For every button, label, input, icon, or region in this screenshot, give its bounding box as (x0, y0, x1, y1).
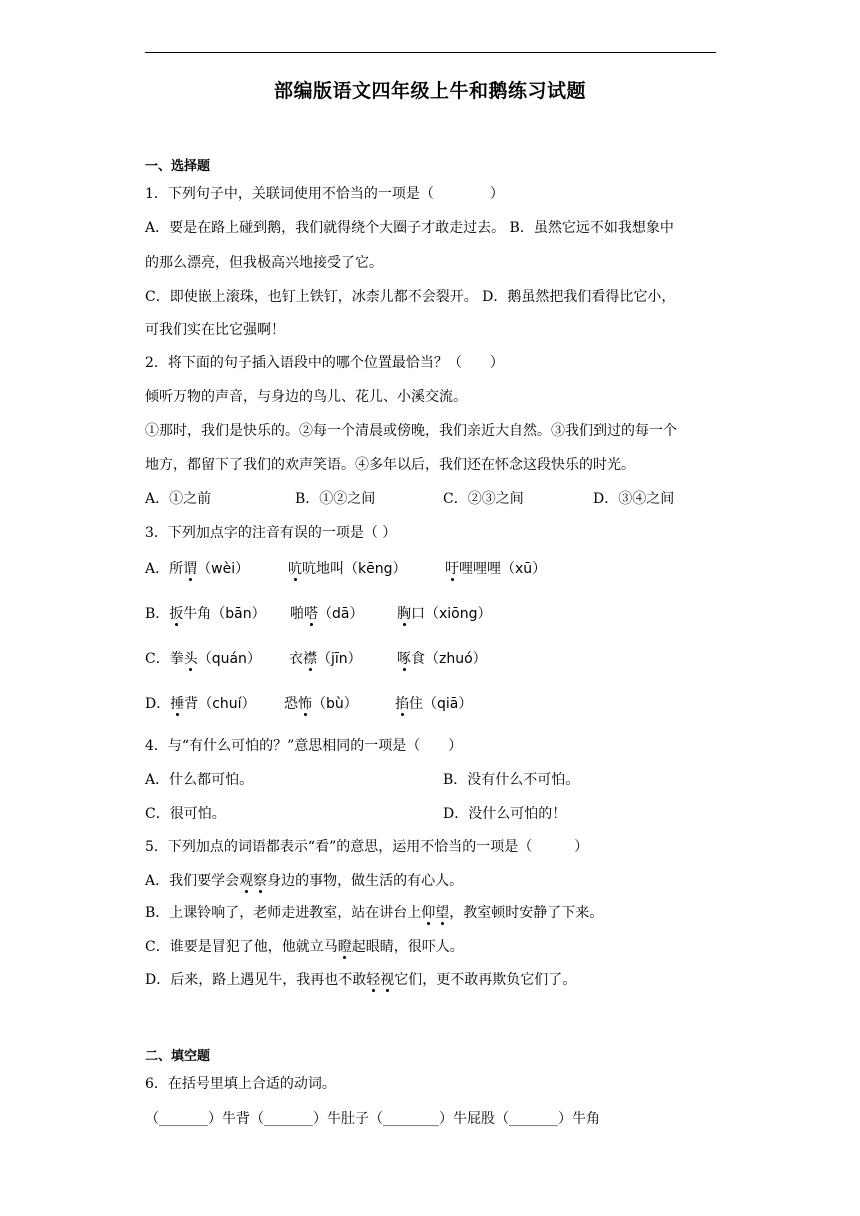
q2-passage-line: 地方，都留下了我们的欢声笑语。④多年以后，我们还在怀念这段快乐的时光。 (145, 457, 635, 473)
q3-c-word2: 衣襟（jīn） (289, 651, 362, 667)
q2-stem: 2．将下面的句子插入语段中的哪个位置最恰当？（ ） (145, 355, 504, 371)
q4-option-d: D．没什么可怕的！ (443, 806, 567, 822)
q3-c-word1: C．拳头（quán） (145, 651, 261, 667)
q4-stem: 4．与“有什么可怕的？”意思相同的一项是（ ） (145, 738, 463, 754)
q6-blanks-line: （_______）牛背（_______）牛肚子（________）牛屁股（_______）牛角 (145, 1111, 600, 1127)
q3-d-word1: D．捶背（chuí） (145, 696, 256, 712)
q4-option-b: B．没有什么不可怕。 (443, 772, 580, 788)
section-fill-heading: 二、填空题 (145, 1049, 211, 1064)
page-title: 部编版语文四年级上牛和鹅练习试题 (273, 80, 586, 102)
q5-stem: 5．下列加点的词语都表示“看”的意思，运用不恰当的一项是（ ） (145, 839, 589, 855)
q6-stem: 6．在括号里填上合适的动词。 (145, 1076, 336, 1092)
q2-option-c: C．②③之间 (443, 491, 524, 507)
q5-option-c: C．谁要是冒犯了他，他就立马瞪起眼睛，很吓人。 (145, 939, 464, 955)
header-rule (145, 52, 716, 53)
q3-b-word1: B．扳牛角（bān） (145, 606, 266, 622)
q2-option-b: B．①②之间 (295, 491, 376, 507)
q3-a-word3: 吁哩哩哩（xū） (445, 561, 547, 577)
q2-option-d: D．③④之间 (593, 491, 675, 507)
q3-d-word2: 恐怖（bù） (284, 696, 358, 712)
q3-a-word2: 吭吭地叫（kēng） (288, 561, 407, 577)
q1-option-line: C．即使嵌上滚珠，也钉上铁钉，冰柰儿都不会裂开。 D．鹅虽然把我们看得比它小， (145, 289, 676, 305)
q3-stem: 3．下列加点字的注音有误的一项是（ ） (145, 525, 397, 541)
q5-option-b: B．上课铃响了，老师走进教室，站在讲台上仰望，教室顿时安静了下来。 (145, 905, 604, 921)
q3-a-word1: A．所谓（wèi） (145, 561, 250, 577)
q5-option-d: D．后来，路上遇见牛，我再也不敢轻视它们，更不敢再欺负它们了。 (145, 972, 577, 988)
q3-b-word3: 胸口（xiōng） (397, 606, 492, 622)
q4-option-c: C．很可怕。 (145, 806, 226, 822)
q3-c-word3: 啄食（zhuó） (397, 651, 487, 667)
q1-option-line: A．要是在路上碰到鹅，我们就得绕个大圈子才敢走过去。 B．虽然它远不如我想象中 (145, 220, 674, 236)
q2-insert-sentence: 倾听万物的声音，与身边的鸟儿、花儿、小溪交流。 (145, 389, 467, 405)
q2-option-a: A．①之前 (145, 491, 212, 507)
q1-option-line: 的那么漂亮，但我极高兴地接受了它。 (145, 255, 383, 271)
q2-passage-line: ①那时，我们是快乐的。②每一个清晨或傍晚，我们亲近大自然。③我们到过的每一个 (145, 423, 677, 439)
q1-stem: 1．下列句子中，关联词使用不恰当的一项是（ ） (145, 186, 504, 202)
q5-option-a: A．我们要学会观察身边的事物，做生活的有心人。 (145, 873, 464, 889)
q3-d-word3: 掐住（qiā） (395, 696, 473, 712)
q3-b-word2: 啪嗒（dā） (290, 606, 364, 622)
section-choice-heading: 一、选择题 (145, 159, 211, 174)
q1-option-line: 可我们实在比它强啊！ (145, 322, 285, 338)
q4-option-a: A．什么都可怕。 (145, 772, 254, 788)
